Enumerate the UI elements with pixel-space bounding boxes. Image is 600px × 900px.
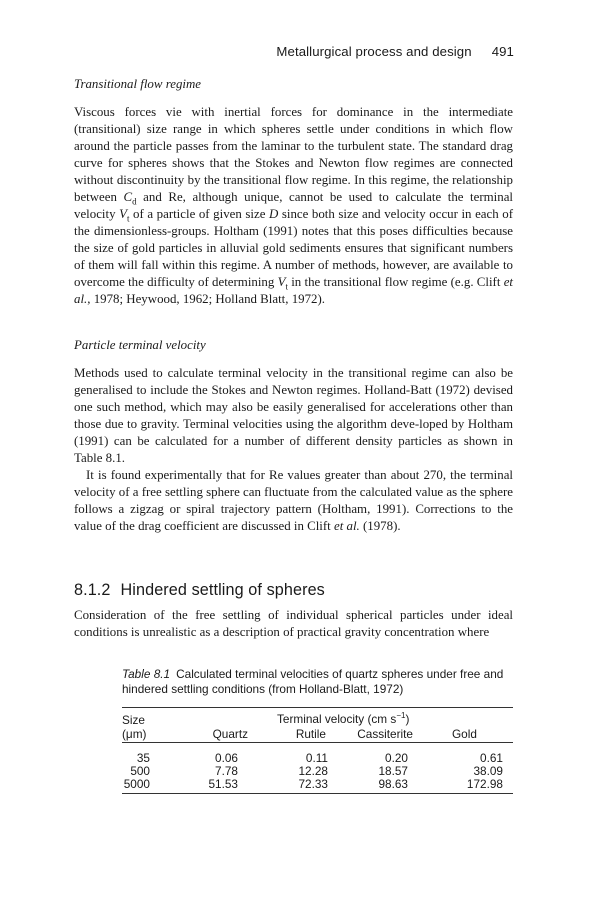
- cell-gold: 0.61: [480, 751, 503, 765]
- section-title: Hindered settling of spheres: [120, 581, 325, 599]
- cell-quartz: 0.06: [215, 751, 238, 765]
- cell-rutile: 0.11: [305, 751, 328, 765]
- cell-cassiterite: 18.57: [378, 764, 408, 778]
- table-bottom-rule: [122, 793, 513, 794]
- cell-rutile: 12.28: [298, 764, 328, 778]
- table-8-1: [122, 667, 513, 794]
- paragraph-terminal-velocity-2: It is found experimentally that for Re values greater than about 270, the terminal velocity of a free settling sphere can fluctuate from the calculated value as the sphere follows a zigzag or spiral trajectory pattern (Holtham, 1991). Corrections to the value of the drag coefficient are discussed in Clift et al. (1978).: [74, 468, 513, 533]
- running-head-title: Metallurgical process and design: [276, 44, 472, 59]
- column-header-rutile: Rutile: [295, 727, 326, 741]
- table-caption: [122, 667, 513, 697]
- table-header: [122, 708, 513, 742]
- subheading-transitional-flow: Transitional flow regime: [74, 77, 202, 91]
- column-header-cassiterite: Cassiterite: [357, 727, 413, 741]
- column-header-quartz: Quartz: [212, 727, 248, 741]
- section-number: 8.1.2: [74, 581, 111, 599]
- cell-gold: 38.09: [473, 764, 503, 778]
- section-8-1-2-text: [74, 607, 513, 641]
- main-text: [74, 76, 513, 535]
- terminal-velocity-header: Terminal velocity (cm $s^{-1}$): [277, 711, 410, 726]
- paragraph-terminal-velocity-1: Methods used to calculate terminal velocity in the transitional regime can also be generalised to include the Stokes and Newton regimes. Holland-Batt (1972) devised one such method, which may also be easily generalised for accelerations other than those due to gravity. Terminal velocities using the algorithm deve-loped by Holtham (1991) can be calculated for a number of different density particles as shown in Table 8.1.: [74, 366, 513, 465]
- section-heading-8-1-2: [74, 581, 325, 600]
- cell-size: 35: [136, 751, 150, 765]
- subheading-particle-terminal-velocity: Particle terminal velocity: [74, 338, 206, 352]
- table-label: Table 8.1: [122, 667, 171, 681]
- cell-cassiterite: 0.20: [385, 751, 408, 765]
- cell-quartz: 51.53: [208, 777, 238, 791]
- table-caption-text: Calculated terminal velocities of quartz spheres under free and hindered settling conditions (from Holland-Blatt, 1972): [122, 667, 504, 696]
- paragraph-hindered-settling: Consideration of the free settling of individual spherical particles under ideal conditions is unrealistic as a description of practical gravity concentration where: [74, 608, 513, 639]
- cell-quartz: 7.78: [215, 764, 238, 778]
- cell-size: 500: [130, 764, 150, 778]
- size-header: Size: [122, 713, 145, 727]
- paragraph-transitional-flow: Viscous forces vie with inertial forces for dominance in the intermediate (transitional) size range in which spheres settle under conditions in which flow around the particle passes from the laminar to the turbulent state. The standard drag curve for spheres shows that the Stokes and Newton flow regimes are connected without discontinuity by the transitional flow regime. In this regime, the relationship between $C_d$ and Re, although unique, cannot be used to calculate the terminal velocity $V_t$ of a particle of given size D since both size and velocity occur in each of the dimensionless-groups. Holtham (1991) notes that this poses difficulties because the size of gold particles in alluvial gold sediments ensures that significant numbers of them will fall within this regime. A number of methods, however, are available to overcome the difficulty of determining $V_t$ in the transitional flow regime (e.g. Clift et al., 1978; Heywood, 1962; Holland Blatt, 1972).: [74, 105, 514, 306]
- cell-size: 5000: [123, 777, 150, 791]
- page-number: 491: [491, 44, 514, 59]
- running-head: [74, 44, 514, 59]
- cell-rutile: 72.33: [298, 777, 328, 791]
- table-body: [122, 743, 513, 793]
- cell-gold: 172.98: [466, 777, 503, 791]
- cell-cassiterite: 98.63: [378, 777, 408, 791]
- column-header-gold: Gold: [452, 727, 477, 741]
- size-unit-header: (μm): [122, 727, 147, 741]
